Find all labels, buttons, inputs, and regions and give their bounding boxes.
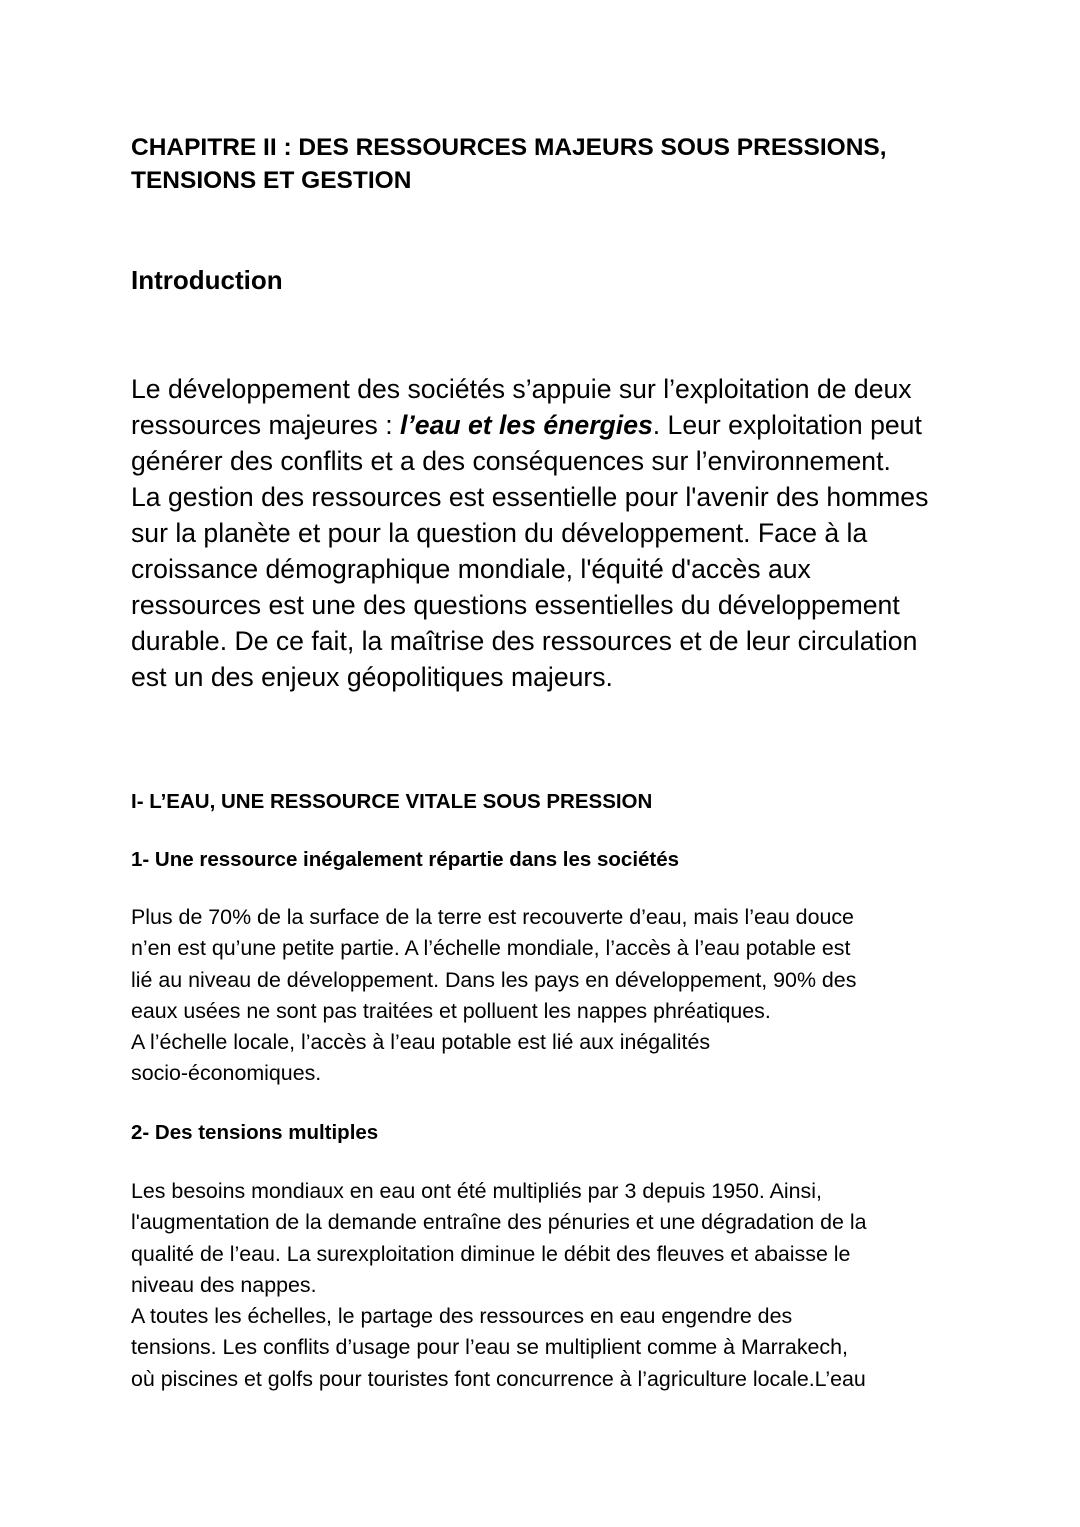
subsection-1-title: 1- Une ressource inégalement répartie dans les sociétés bbox=[131, 848, 680, 871]
intro-line-2 bbox=[131, 407, 961, 443]
intro-line-7: ressources est une des questions essentielles du développement bbox=[131, 590, 900, 620]
subsection-1-paragraph bbox=[131, 902, 961, 1090]
intro-line-5: sur la planète et pour la question du développement. Face à la bbox=[131, 518, 868, 548]
subsection-2-paragraph bbox=[131, 1176, 961, 1395]
sub2-line-5: A toutes les échelles, le partage des ressources en eau engendre des bbox=[131, 1304, 793, 1329]
introduction-heading: Introduction bbox=[131, 265, 283, 295]
intro-line-8: durable. De ce fait, la maîtrise des ressources et de leur circulation bbox=[131, 626, 918, 656]
intro-line-2-end: . Leur exploitation peut bbox=[652, 410, 922, 440]
sub2-line-3: qualité de l’eau. La surexploitation diminue le débit des fleuves et abaisse le bbox=[131, 1241, 851, 1266]
sub1-line-1: Plus de 70% de la surface de la terre est recouverte d’eau, mais l’eau douce bbox=[131, 905, 854, 929]
subsection-2-title: 2- Des tensions multiples bbox=[131, 1121, 379, 1144]
sub2-line-7: où piscines et golfs pour touristes font concurrence à l’agriculture locale.L’eau bbox=[131, 1366, 866, 1391]
section-1-title: I- L’EAU, UNE RESSOURCE VITALE SOUS PRESSION bbox=[131, 790, 653, 813]
sub1-line-5: A l’échelle locale, l’accès à l’eau potable est lié aux inégalités bbox=[131, 1030, 711, 1055]
sub2-line-1: Les besoins mondiaux en eau ont été multipliés par 3 depuis 1950. Ainsi, bbox=[131, 1179, 822, 1203]
sub1-line-2: n’en est qu’une petite partie. A l’échelle mondiale, l’accès à l’eau potable est bbox=[131, 936, 851, 961]
sub1-line-6: socio-économiques. bbox=[131, 1061, 322, 1086]
emphasized-resources: l’eau et les énergies bbox=[400, 410, 653, 440]
sub1-line-4: eaux usées ne sont pas traitées et polluent les nappes phréatiques. bbox=[131, 998, 771, 1023]
intro-line-4: La gestion des ressources est essentielle pour l'avenir des hommes bbox=[131, 482, 929, 512]
chapter-title-line-2: TENSIONS ET GESTION bbox=[131, 167, 412, 194]
intro-line-2-start: ressources majeures : bbox=[131, 410, 400, 440]
intro-line-6: croissance démographique mondiale, l'équité d'accès aux bbox=[131, 554, 811, 584]
introduction-paragraph bbox=[131, 371, 961, 695]
chapter-title-line-1: CHAPITRE II : DES RESSOURCES MAJEURS SOUS PRESSIONS, bbox=[131, 134, 887, 161]
intro-line-9: est un des enjeux géopolitiques majeurs. bbox=[131, 662, 613, 692]
sub1-line-3: lié au niveau de développement. Dans les pays en développement, 90% des bbox=[131, 967, 857, 992]
sub2-line-4: niveau des nappes. bbox=[131, 1272, 317, 1297]
intro-line-1: Le développement des sociétés s’appuie sur l’exploitation de deux bbox=[131, 374, 912, 404]
chapter-title bbox=[131, 131, 961, 197]
sub2-line-6: tensions. Les conflits d’usage pour l’eau se multiplient comme à Marrakech, bbox=[131, 1335, 848, 1360]
sub2-line-2: l'augmentation de la demande entraîne des pénuries et une dégradation de la bbox=[131, 1210, 867, 1235]
intro-line-3: générer des conflits et a des conséquences sur l’environnement. bbox=[131, 446, 891, 476]
